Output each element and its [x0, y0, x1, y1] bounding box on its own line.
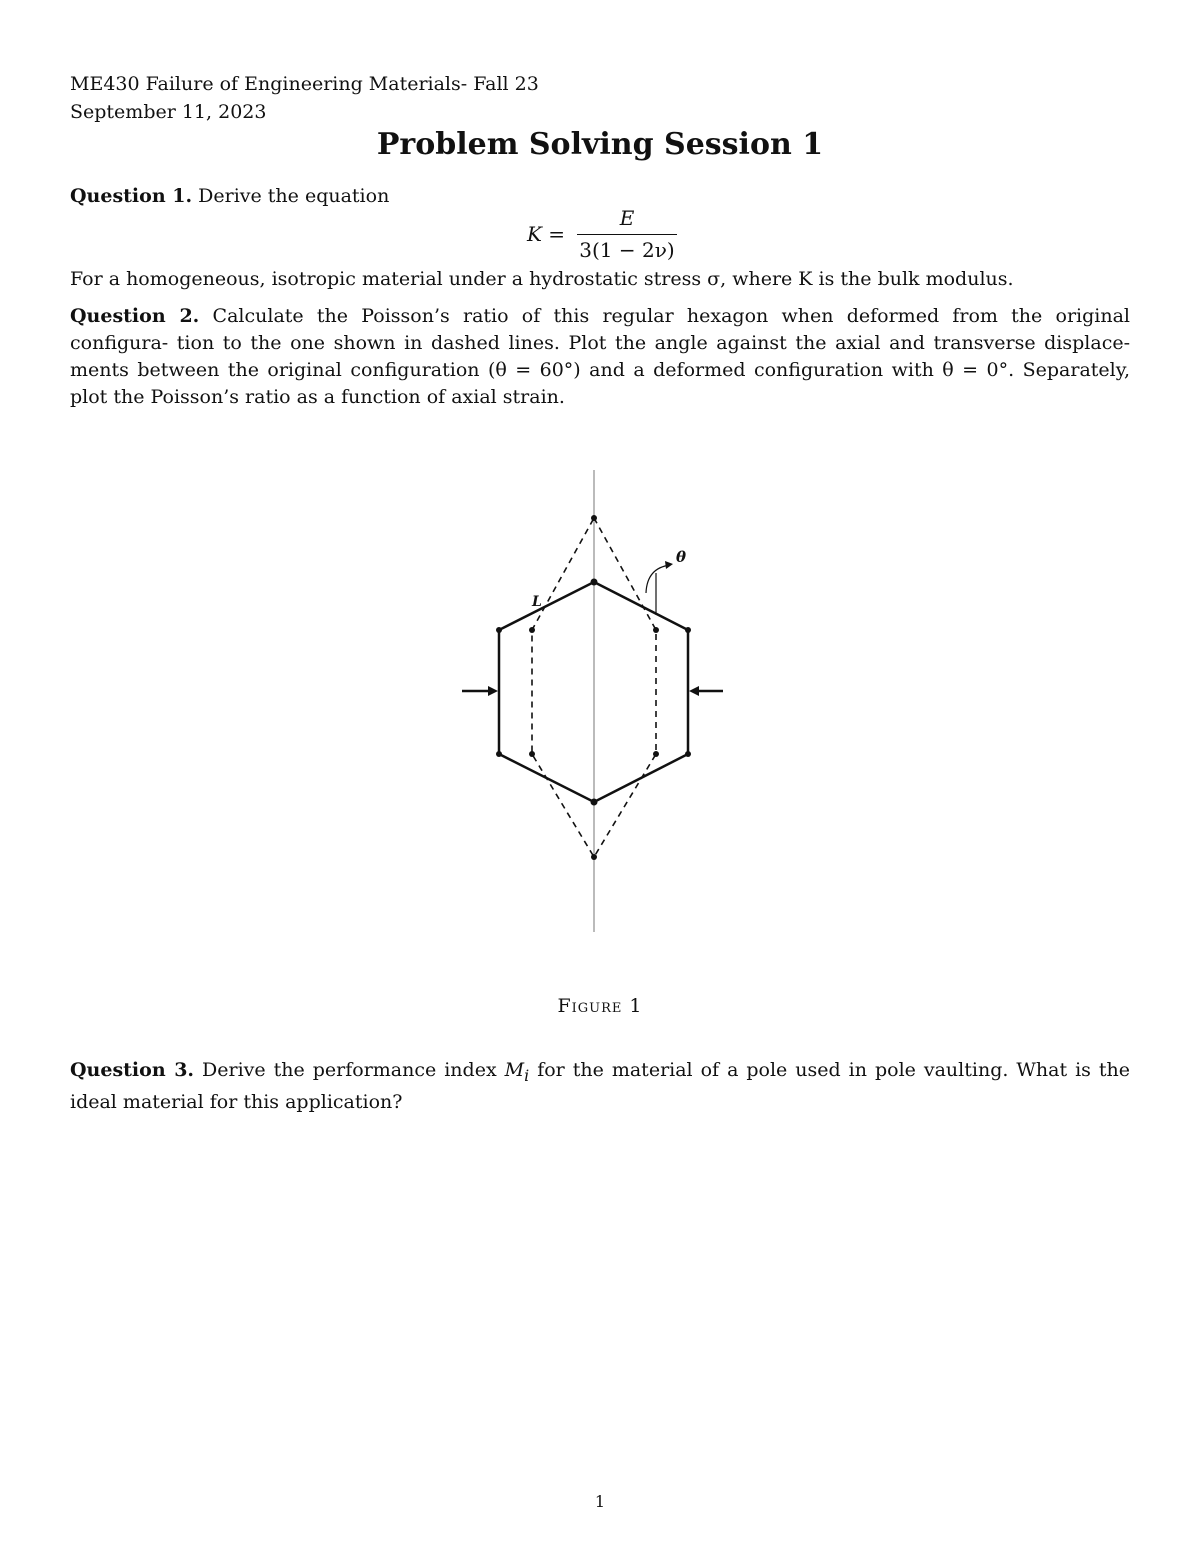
page-title: Problem Solving Session 1: [376, 127, 824, 162]
formula-numerator: E: [619, 206, 635, 230]
question-2-label: Question 2.: [70, 305, 200, 327]
theta-arc: [646, 565, 670, 593]
symbol-m: M: [504, 1059, 525, 1081]
hexagon-figure: [440, 465, 740, 935]
document-header: [70, 70, 539, 126]
formula-lhs: K =: [527, 222, 566, 246]
vertex-lower-left: [496, 751, 502, 757]
right-arrowhead-icon: [689, 686, 699, 696]
document-date: September 11, 2023: [70, 101, 267, 123]
deformed-vertex-bottom: [591, 854, 597, 860]
vertex-bottom: [591, 799, 598, 806]
vertex-lower-right: [685, 751, 691, 757]
question-1-label: Question 1.: [70, 185, 193, 207]
question-2: [70, 303, 1130, 411]
fraction-bar: [577, 234, 677, 235]
left-arrowhead-icon: [488, 686, 498, 696]
length-label: L: [532, 594, 542, 610]
formula-fraction: [577, 205, 677, 263]
theta-arrowhead-icon: [665, 561, 673, 569]
course-title: ME430 Failure of Engineering Materials- Fall 23: [70, 73, 539, 95]
question-1-followup: For a homogeneous, isotropic material under a hydrostatic stress σ, where K is the bulk modulus.: [70, 268, 1014, 290]
question-2-text: Calculate the Poisson’s ratio of this regular hexagon when deformed from the original configura- tion to the one shown in dashed lines. Plot the angle against the axial and transverse displace- ments between the original configuration (θ = 60°) and a deformed configuration with θ = 0°. Separately, plot the Poisson’s ratio as a function of axial strain.: [70, 305, 1130, 408]
question-3-text-b: for the material of a pole used in pole vaulting. What is the ideal material for this application?: [70, 1059, 1131, 1113]
load-arrows: [462, 686, 723, 696]
deformed-vertex-top: [591, 515, 597, 521]
deformed-vertex-upper-left: [529, 627, 535, 633]
question-3-text-a: Derive the performance index: [202, 1059, 497, 1081]
page-number: 1: [594, 1492, 606, 1511]
vertex-upper-right: [685, 627, 691, 633]
performance-index-symbol: [504, 1059, 530, 1085]
vertex-upper-left: [496, 627, 502, 633]
question-1-text: Derive the equation: [198, 185, 390, 207]
hexagon-diagram: [440, 465, 740, 935]
figure-caption: Figure 1: [557, 995, 643, 1017]
vertex-top: [591, 579, 598, 586]
deformed-vertex-lower-left: [529, 751, 535, 757]
question-3-label: Question 3.: [70, 1059, 195, 1081]
theta-label: θ: [676, 548, 687, 566]
deformed-vertex-lower-right: [653, 751, 659, 757]
deformed-vertex-upper-right: [653, 627, 659, 633]
symbol-subscript: i: [524, 1065, 530, 1085]
formula-denominator: 3(1 − 2ν): [579, 238, 675, 262]
question-3: [70, 1057, 1130, 1116]
